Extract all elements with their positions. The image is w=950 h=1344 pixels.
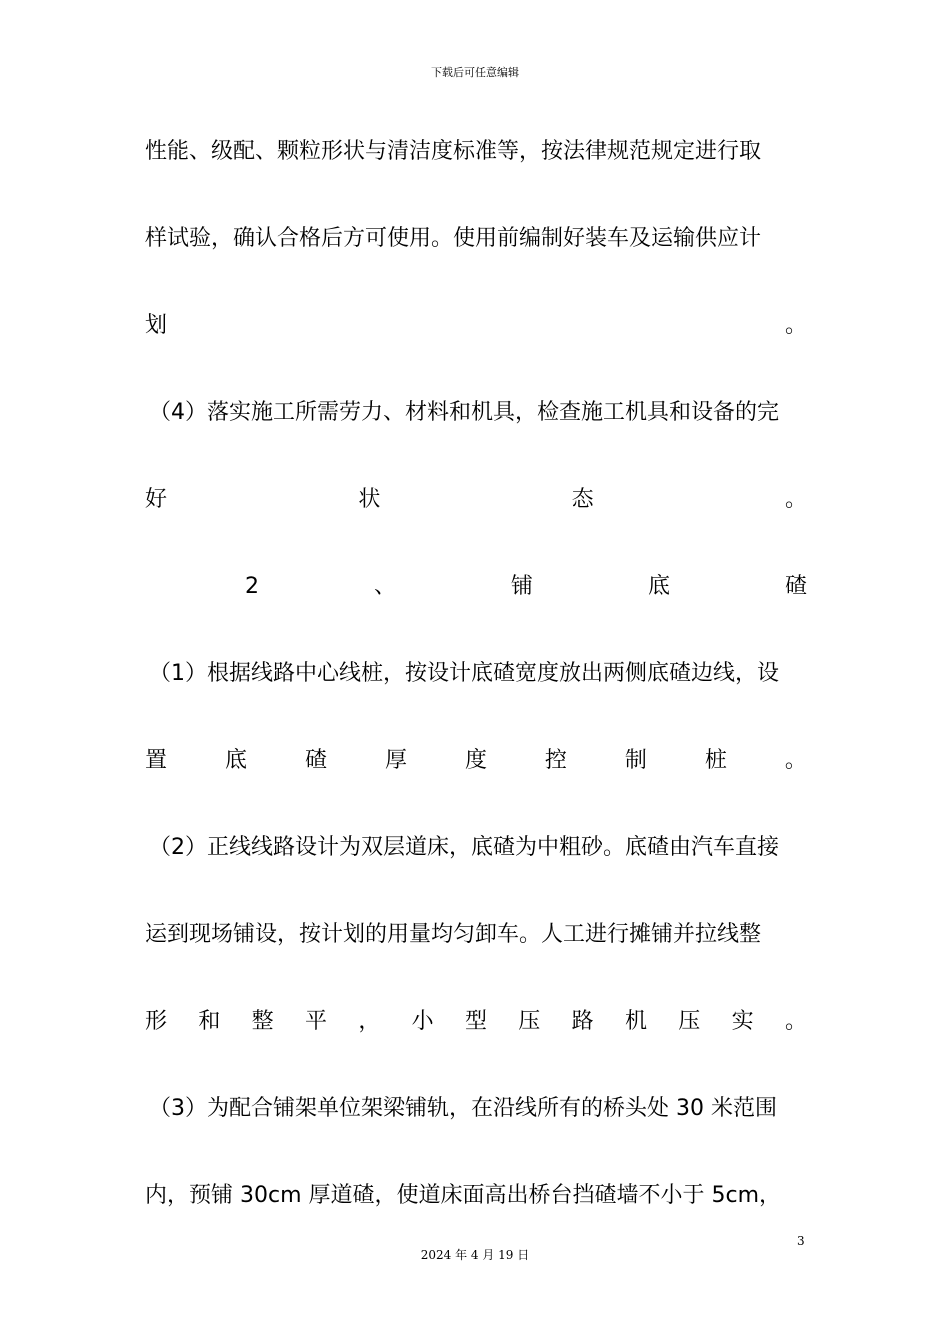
line-char: 压 xyxy=(518,1009,541,1034)
section-heading-line xyxy=(145,567,807,654)
paragraph-line: （4）落实施工所需劳力、材料和机具，检查施工机具和设备的完 xyxy=(149,400,779,425)
line-char: 碴 xyxy=(304,748,327,773)
paragraph-line: 性能、级配、颗粒形状与清洁度标准等，按法律规范规定进行取 xyxy=(145,139,762,164)
line-char: 。 xyxy=(784,487,807,512)
paragraph-line: （2）正线线路设计为双层道床，底碴为中粗砂。底碴由汽车直接 xyxy=(149,835,779,860)
line-char: 状 xyxy=(358,487,381,512)
line-char: 控 xyxy=(544,748,567,773)
paragraph-line-justified xyxy=(145,741,807,828)
line-char: 划 xyxy=(145,313,168,338)
paragraph-line: 样试验，确认合格后方可使用。使用前编制好装车及运输供应计 xyxy=(145,226,762,251)
line-char: 整 xyxy=(251,1009,274,1034)
paragraph-line: （3）为配合铺架单位架梁铺轨，在沿线所有的桥头处 30 米范围 xyxy=(149,1096,777,1121)
line-char: 制 xyxy=(624,748,647,773)
line-char: 桩 xyxy=(704,748,727,773)
line-char: 平 xyxy=(304,1009,327,1034)
line-char: 小 xyxy=(411,1009,434,1034)
page-header: 下载后可任意编辑 xyxy=(431,66,519,79)
line-char: 压 xyxy=(678,1009,701,1034)
document-body xyxy=(145,132,807,1263)
line-char: 。 xyxy=(784,748,807,773)
line-char: 置 xyxy=(145,748,168,773)
line-char: 、 xyxy=(373,574,396,599)
line-char: 铺 xyxy=(510,574,533,599)
paragraph-line-justified xyxy=(145,306,807,393)
paragraph-line: （1）根据线路中心线桩，按设计底碴宽度放出两侧底碴边线，设 xyxy=(149,661,779,686)
line-char: 底 xyxy=(224,748,247,773)
line-char: 和 xyxy=(198,1009,221,1034)
paragraph-line-justified xyxy=(145,480,807,567)
line-char: 实 xyxy=(731,1009,754,1034)
paragraph-line-justified xyxy=(145,1002,807,1089)
line-char: 。 xyxy=(784,1009,807,1034)
line-char: 。 xyxy=(784,313,807,338)
line-char: 2 xyxy=(245,574,259,599)
page-date: 2024 年 4 月 19 日 xyxy=(420,1248,530,1262)
line-char: 碴 xyxy=(784,574,807,599)
line-char: ， xyxy=(358,1009,381,1034)
line-char: 路 xyxy=(571,1009,594,1034)
paragraph-line: 内，预铺 30cm 厚道碴，使道床面高出桥台挡碴墙不小于 5cm， xyxy=(145,1183,782,1208)
line-char: 底 xyxy=(647,574,670,599)
paragraph-line: 运到现场铺设，按计划的用量均匀卸车。人工进行摊铺并拉线整 xyxy=(145,922,762,947)
page-number: 3 xyxy=(797,1234,805,1248)
line-char: 形 xyxy=(145,1009,168,1034)
line-char: 度 xyxy=(464,748,487,773)
line-char: 型 xyxy=(464,1009,487,1034)
line-char: 好 xyxy=(145,487,168,512)
line-char: 厚 xyxy=(384,748,407,773)
line-char: 态 xyxy=(571,487,594,512)
line-char: 机 xyxy=(624,1009,647,1034)
